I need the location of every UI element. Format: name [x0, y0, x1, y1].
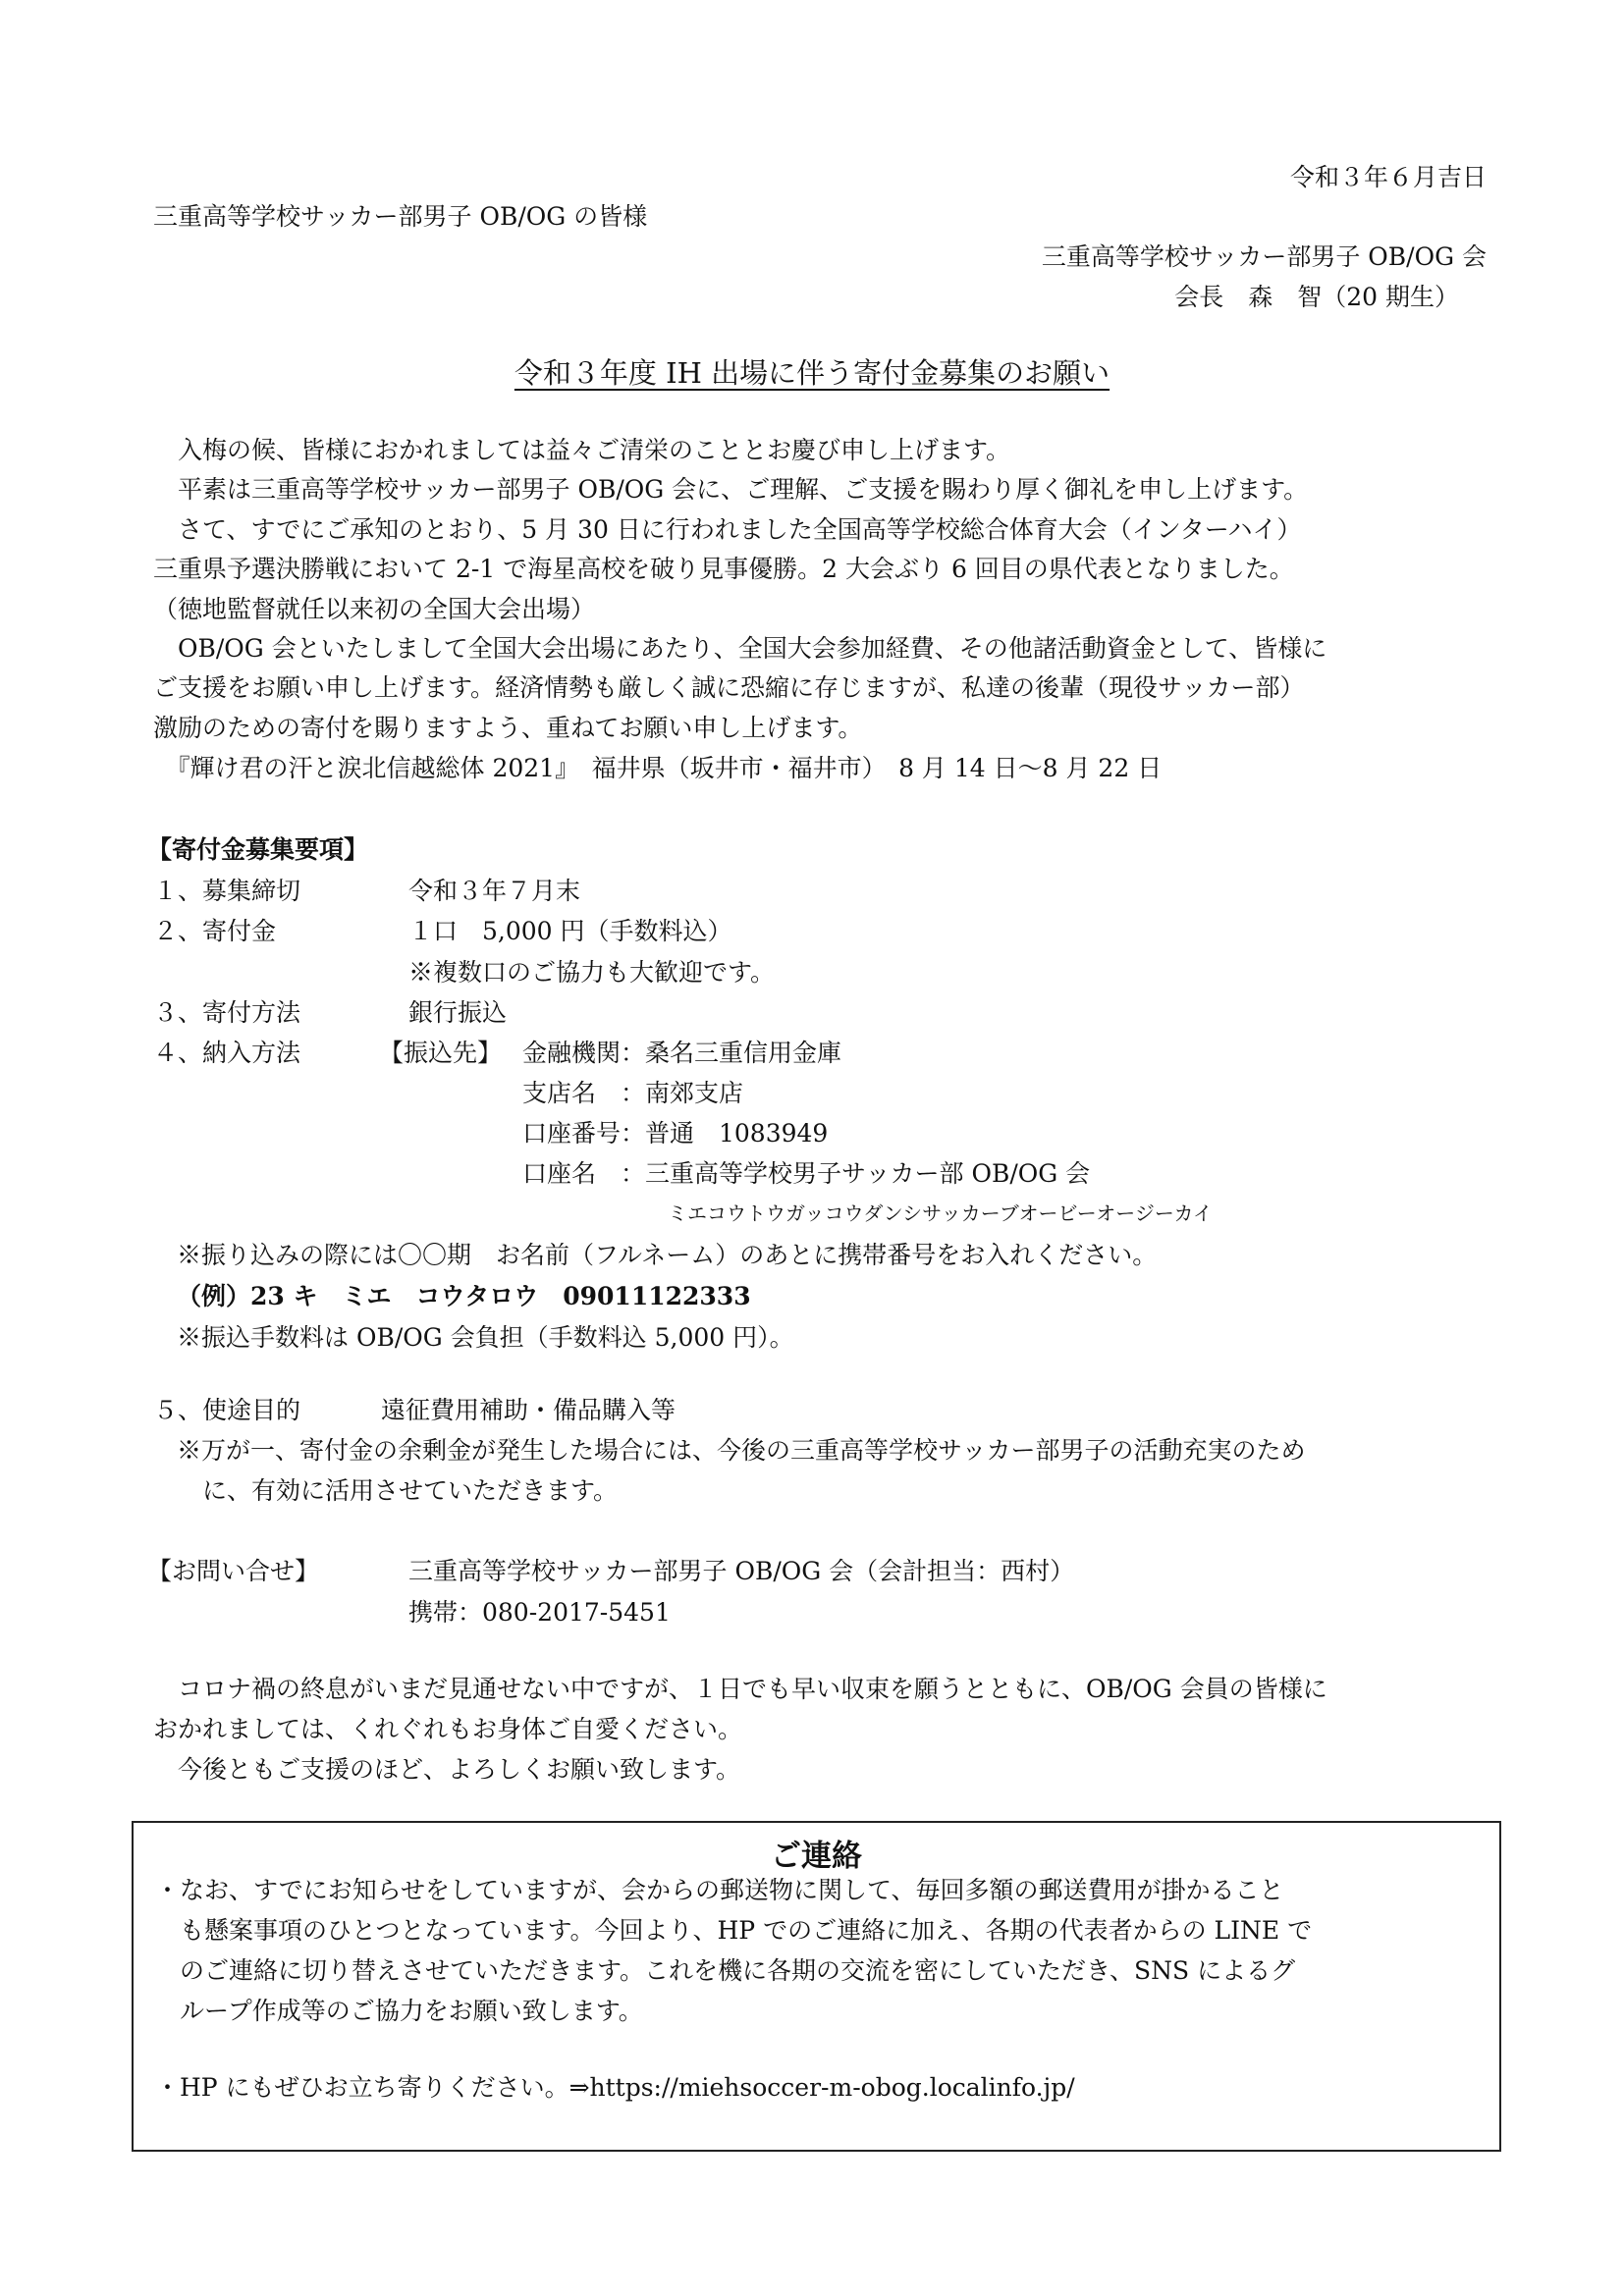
- purpose-value: 遠征費用補助・備品購入等: [381, 1396, 677, 1424]
- notice-line: のご連絡に切り替えさせていただきます。これを機に各期の交流を密にしていただき、SNS によるグ: [155, 1956, 1296, 1985]
- notice-line: も懸案事項のひとつとなっています。今回より、HP でのご連絡に加え、各期の代表者からの LINE で: [155, 1916, 1313, 1945]
- body-line: 入梅の候、皆様におかれましては益々ご清栄のこととお慶び申し上げます。: [153, 436, 1011, 464]
- closing-line: 今後ともご支援のほど、よろしくお願い致します。: [153, 1755, 741, 1784]
- body-line: 平素は三重高等学校サッカー部男子 OB/OG 会に、ご理解、ご支援を賜わり厚く御礼を申し上げます。: [153, 475, 1309, 504]
- bank-institution: 金融機関：桑名三重信用金庫: [522, 1039, 842, 1067]
- contact-label: 【お問い合せ】: [147, 1557, 320, 1585]
- notice-box: [132, 1821, 1501, 2152]
- fee-note: ※振込手数料は OB/OG 会負担（手数料込 5,000 円）。: [177, 1323, 794, 1352]
- sender-org: 三重高等学校サッカー部男子 OB/OG 会: [1041, 242, 1487, 271]
- transfer-note: ※振り込みの際には〇〇期 お名前（フルネーム）のあとに携帯番号をお入れください。: [177, 1241, 1158, 1269]
- notice-line: ループ作成等のご協力をお願い致します。: [155, 1997, 643, 2025]
- closing-line: コロナ禍の終息がいまだ見通せない中ですが、１日でも早い収束を願うとともに、OB/OG 会員の皆様に: [153, 1675, 1327, 1703]
- surplus-note: ※万が一、寄付金の余剰金が発生した場合には、今後の三重高等学校サッカー部男子の活動充実のため: [177, 1436, 1306, 1465]
- bank-account-kana: ミエコウトウガッコウダンシサッカーブオービーオージーカイ: [668, 1201, 1213, 1225]
- sender-name: 会長 森 智（20 期生）: [1174, 283, 1459, 311]
- body-line: OB/OG 会といたしまして全国大会出場にあたり、全国大会参加経費、その他諸活動資金として、皆様に: [153, 634, 1327, 663]
- surplus-note-cont: に、有効に活用させていただきます。: [202, 1476, 619, 1505]
- body-line: 三重県予選決勝戦において 2-1 で海星高校を破り見事優勝。2 大会ぶり 6 回目の県代表となりました。: [153, 555, 1294, 583]
- bank-tag: 【振込先】: [379, 1039, 503, 1067]
- body-line: （徳地監督就任以来初の全国大会出場）: [153, 595, 596, 623]
- method-label: ３、寄付方法: [153, 998, 301, 1027]
- recruit-heading: 【寄付金募集要項】: [147, 835, 369, 864]
- closing-line: おかれましては、くれぐれもお身体ご自愛ください。: [153, 1715, 743, 1743]
- bank-account-number: 口座番号：普通 1083949: [522, 1119, 829, 1148]
- amount-note: ※複数口のご協力も大歓迎です。: [408, 958, 776, 987]
- deadline-label: １、募集締切: [153, 877, 301, 905]
- method-value: 銀行振込: [408, 998, 508, 1027]
- body-line: ご支援をお願い申し上げます。経済情勢も厳しく誠に恐縮に存じますが、私達の後輩（現役サッカー部）: [153, 673, 1305, 702]
- body-line: 激励のための寄付を賜りますよう、重ねてお願い申し上げます。: [153, 714, 863, 742]
- amount-label: ２、寄付金: [153, 917, 277, 945]
- document-date: 令和３年６月吉日: [1289, 163, 1487, 191]
- body-line: さて、すでにご承知のとおり、5 月 30 日に行われました全国高等学校総合体育大会（インターハイ）: [153, 515, 1302, 544]
- amount-value: １口 5,000 円（手数料込）: [408, 917, 732, 945]
- event-line: 『輝け君の汗と涙北信越総体 2021』 福井県（坂井市・福井市） 8 月 14 日〜8 月 22 日: [153, 754, 1163, 782]
- contact-phone: 携帯：080-2017-5451: [408, 1598, 671, 1627]
- addressee: 三重高等学校サッカー部男子 OB/OG の皆様: [153, 202, 648, 231]
- bank-branch: 支店名 ：南郊支店: [522, 1079, 744, 1107]
- transfer-example: （例）23 キ ミエ コウタロウ 09011122333: [177, 1282, 751, 1310]
- bank-account-name: 口座名 ：三重高等学校男子サッカー部 OB/OG 会: [522, 1159, 1091, 1188]
- document-title: 令和３年度 IH 出場に伴う寄付金募集のお願い: [514, 356, 1110, 390]
- notice-line: ・なお、すでにお知らせをしていますが、会からの郵送物に関して、毎回多額の郵送費用が掛かること: [155, 1876, 1284, 1904]
- notice-hp-line: ・HP にもぜひお立ち寄りください。⇒https://miehsoccer-m-obog.localinfo.jp/: [155, 2073, 1075, 2102]
- deadline-value: 令和３年７月末: [408, 877, 581, 905]
- payment-label: ４、納入方法: [153, 1039, 301, 1067]
- contact-org: 三重高等学校サッカー部男子 OB/OG 会（会計担当：西村）: [408, 1557, 1075, 1585]
- purpose-label: ５、使途目的: [153, 1396, 301, 1424]
- notice-title: ご連絡: [771, 1839, 862, 1874]
